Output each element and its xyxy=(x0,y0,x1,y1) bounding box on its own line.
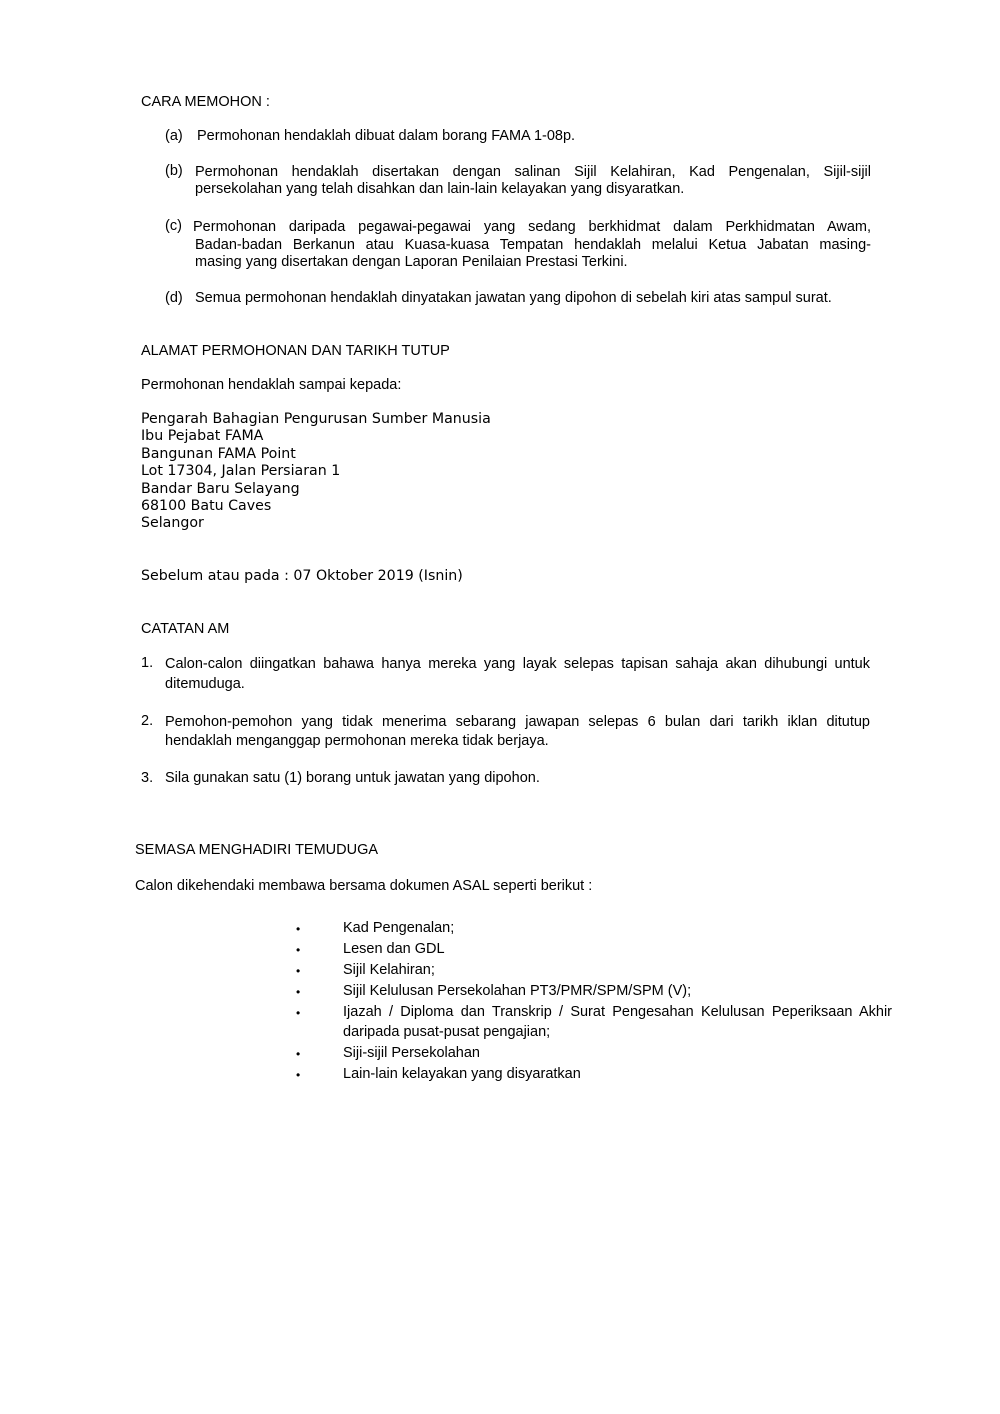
document-item: Ijazah / Diploma dan Transkrip / Surat Pengesahan Kelulusan Peperiksaan Akhir xyxy=(343,1004,892,1020)
list-item-text: hendaklah menganggap permohonan mereka tidak berjaya. xyxy=(165,733,549,749)
bullet-icon: • xyxy=(296,985,301,999)
list-marker: (c) xyxy=(165,218,182,234)
address-line: Pengarah Bahagian Pengurusan Sumber Manusia xyxy=(141,411,491,427)
temuduga-intro: Calon dikehendaki membawa bersama dokumen ASAL seperti berikut : xyxy=(135,878,593,894)
list-item-text: Permohonan daripada pegawai-pegawai yang sedang berkhidmat dalam Perkhidmatan Awam, xyxy=(193,219,871,235)
address-line: 68100 Batu Caves xyxy=(141,498,272,515)
address-line: Selangor xyxy=(141,515,204,532)
document-item: Siji-sijil Persekolahan xyxy=(343,1045,480,1061)
bullet-icon: • xyxy=(296,922,301,936)
list-item-text: Semua permohonan hendaklah dinyatakan jawatan yang dipohon di sebelah kiri atas sampul surat. xyxy=(195,290,832,306)
list-item-text: persekolahan yang telah disahkan dan lain-lain kelayakan yang disyaratkan. xyxy=(195,181,685,197)
list-item-text: Calon-calon diingatkan bahawa hanya mereka yang layak selepas tapisan sahaja akan dihubungi untuk xyxy=(165,656,870,672)
list-marker: 1. xyxy=(141,655,154,671)
address-line: Bangunan FAMA Point xyxy=(141,445,296,462)
closing-date: Sebelum atau pada : 07 Oktober 2019 (Isnin) xyxy=(141,568,463,584)
bullet-icon: • xyxy=(296,943,301,957)
document-item: daripada pusat-pusat pengajian; xyxy=(343,1024,551,1040)
list-item-text: Badan-badan Berkanun atau Kuasa-kuasa Tempatan hendaklah melalui Ketua Jabatan masing- xyxy=(195,237,871,253)
list-item-text: ditemuduga. xyxy=(165,676,245,692)
alamat-intro: Permohonan hendaklah sampai kepada: xyxy=(141,377,402,393)
list-marker: (b) xyxy=(165,163,183,179)
document-item: Lesen dan GDL xyxy=(343,941,445,957)
document-item: Lain-lain kelayakan yang disyaratkan xyxy=(343,1066,581,1082)
address-line: Ibu Pejabat FAMA xyxy=(141,428,264,445)
bullet-icon: • xyxy=(296,964,301,978)
bullet-icon: • xyxy=(296,1047,301,1061)
section-heading-cara-memohon: CARA MEMOHON : xyxy=(141,94,270,110)
document-item: Kad Pengenalan; xyxy=(343,920,455,936)
list-marker: 2. xyxy=(141,713,154,729)
list-item-text: Sila gunakan satu (1) borang untuk jawatan yang dipohon. xyxy=(165,770,540,786)
address-line: Lot 17304, Jalan Persiaran 1 xyxy=(141,463,341,480)
document-item: Sijil Kelulusan Persekolahan PT3/PMR/SPM/SPM (V); xyxy=(343,983,692,999)
address-block xyxy=(141,411,491,533)
section-heading-alamat: ALAMAT PERMOHONAN DAN TARIKH TUTUP xyxy=(141,343,450,359)
list-item-text: Permohonan hendaklah dibuat dalam borang FAMA 1-08p. xyxy=(197,128,576,144)
section-heading-catatan: CATATAN AM xyxy=(141,621,230,637)
list-item-text: Pemohon-pemohon yang tidak menerima sebarang jawapan selepas 6 bulan dari tarikh iklan ditutup xyxy=(165,714,870,730)
address-line: Bandar Baru Selayang xyxy=(141,480,300,497)
list-marker: 3. xyxy=(141,770,154,786)
bullet-icon: • xyxy=(296,1006,301,1020)
list-marker: (d) xyxy=(165,290,183,306)
list-marker: (a) xyxy=(165,128,183,144)
list-item-text: masing yang disertakan dengan Laporan Penilaian Prestasi Terkini. xyxy=(195,254,628,270)
document-item: Sijil Kelahiran; xyxy=(343,962,435,978)
bullet-icon: • xyxy=(296,1068,301,1082)
section-heading-temuduga: SEMASA MENGHADIRI TEMUDUGA xyxy=(135,842,379,858)
list-item-text: Permohonan hendaklah disertakan dengan salinan Sijil Kelahiran, Kad Pengenalan, Sijil-sijil xyxy=(195,164,871,180)
